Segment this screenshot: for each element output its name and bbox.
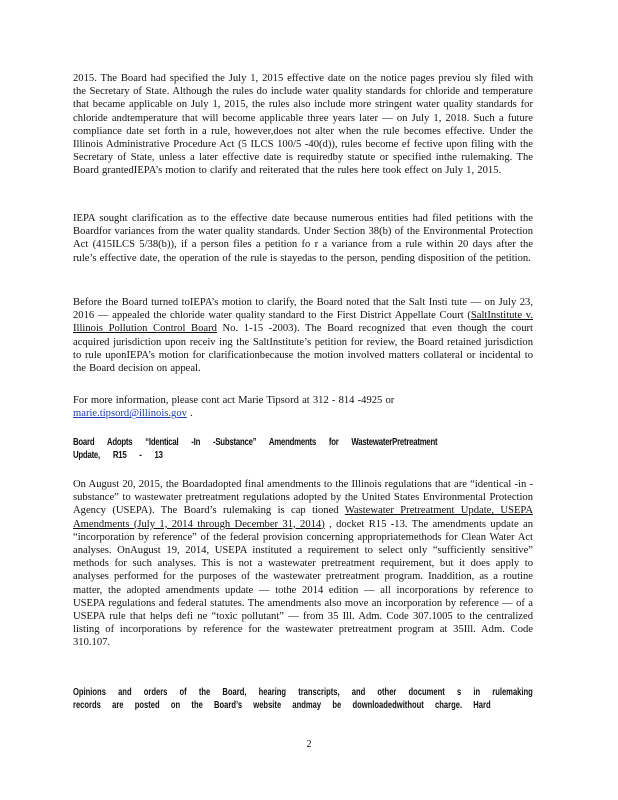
paragraph-effective-date xyxy=(73,72,533,178)
heading-line-2: Update, R15 - 13 xyxy=(73,450,163,461)
paragraph-contact-info xyxy=(73,394,533,420)
paragraph-text xyxy=(73,296,533,375)
paragraph-text-part: No. 1-15 -2003). The Board recognized that even though the court acquired jurisdiction upon receiv ing the SaltInstitute’s petition for review, the Board retained jurisdiction to rule uponIEPA’s motion for clarificationbecause the motion involved matters collateral or incidental to the Board decision on appeal. xyxy=(73,323,534,375)
paragraph-text-part: , docket R15 -13. The amendments update an “incorporation by reference” of the federal provision concerning appropriatemethods for Clean Water Act analyses. OnAugust 19, 2014, USEPA instituted a requirement to select only “sufficiently sensitive” methods for such analyses. This is not a wastewater pretreatment requirement, but it does apply to analyses performed for the purposes of the wastewater pretreatment program. Inaddition, as a routine matter, the adopted amendments update — tothe 2014 edition — all incorporations by reference to USEPA regulations and federal statutes. The amendments also move an incorporation by reference — of a USEPA rule that helps defi ne “toxic pollutant” — from 35 Ill. Adm. Code 307.1005 to the centralized listing of incorporations by reference for the wastewater pretreatment program at 35Ill. Adm. Code 310.107. xyxy=(73,518,534,649)
paragraph-text: 2015. The Board had specified the July 1, 2015 effective date on the notice pages previou sly filed with the Secretary of State. Although the rules do include water quality standards for chloride and temperature that became applicable on July 1, 2015, the rules also include more stringent water quality standards for chloride andtemperature that will become applicable three years later — on July 1, 2018. Such a future compliance date set forth in a rule, however,does not alter when the rule becomes effective. Under the Illinois Administrative Procedure Act (5 ILCS 100/5 -40(d)), rules become ef fective upon filing with the Secretary of State, unless a later effective date is requiredby statute or specified inthe rulemaking. The Board grantedIEPA’s motion to clarify and reiterated that the rules here took effect on July 1, 2015. xyxy=(73,73,533,177)
email-link[interactable]: marie.tipsord@illinois.gov xyxy=(73,408,187,420)
paragraph-text xyxy=(73,394,533,420)
paragraph-pretreatment-amendments xyxy=(73,478,533,650)
heading-line-1: Board Adopts “Identical -In -Substance” Amendments for WastewaterPretreatment xyxy=(73,437,438,448)
paragraph-text-part: Before the Board turned toIEPA’s motion to clarify, the Board noted that the Salt Insti tute — on July 23, 2016 — appealed the chloride water quality standard to the First District Appellate Court ( xyxy=(73,297,533,322)
paragraph-text-part: On August 20, 2015, the Boardadopted final amendments to the Illinois regulations that are “identical -in -substance” to wastewater pretreatment regulations adopted by the United States Environmental Protection Agency (USEPA). The Board’s rulemaking is cap tioned xyxy=(73,479,533,517)
paragraph-text: IEPA sought clarification as to the effective date because numerous entities had filed petitions with the Boardfor variances from the water quality standards. Under Section 38(b) of the Environmental Protection Act (415ILCS 5/38(b)), if a person files a petition fo r a variance from a rule within 20 days after the rule’s effective date, the operation of the rule is stayedas to the person, pending disposition of the petition. xyxy=(73,213,533,264)
rulemaking-caption: Wastewater Pretreatment Update, USEPA Amendments (July 1, 2014 through December 31, 2014) xyxy=(73,505,533,530)
contact-text: For more information, please cont act Marie Tipsord at 312 - 814 -4925 or xyxy=(73,395,395,406)
page-number: 2 xyxy=(306,739,312,750)
paragraph-salt-institute-appeal xyxy=(73,296,533,375)
paragraph-variance-petitions xyxy=(73,212,533,265)
contact-text-end: . xyxy=(186,408,193,420)
section-heading xyxy=(73,436,533,462)
notice-text: Opinions and orders of the Board, hearing transcripts, and other document s in rulemaking records are posted on the Board’s website andmay be downloadedwithout charge. Hard xyxy=(73,687,533,711)
heading-text xyxy=(73,436,533,462)
paragraph-website-notice xyxy=(73,686,533,712)
paragraph-text xyxy=(73,478,533,650)
case-name: SaltInstitute v. Illinois Pollution Control Board xyxy=(73,310,533,335)
